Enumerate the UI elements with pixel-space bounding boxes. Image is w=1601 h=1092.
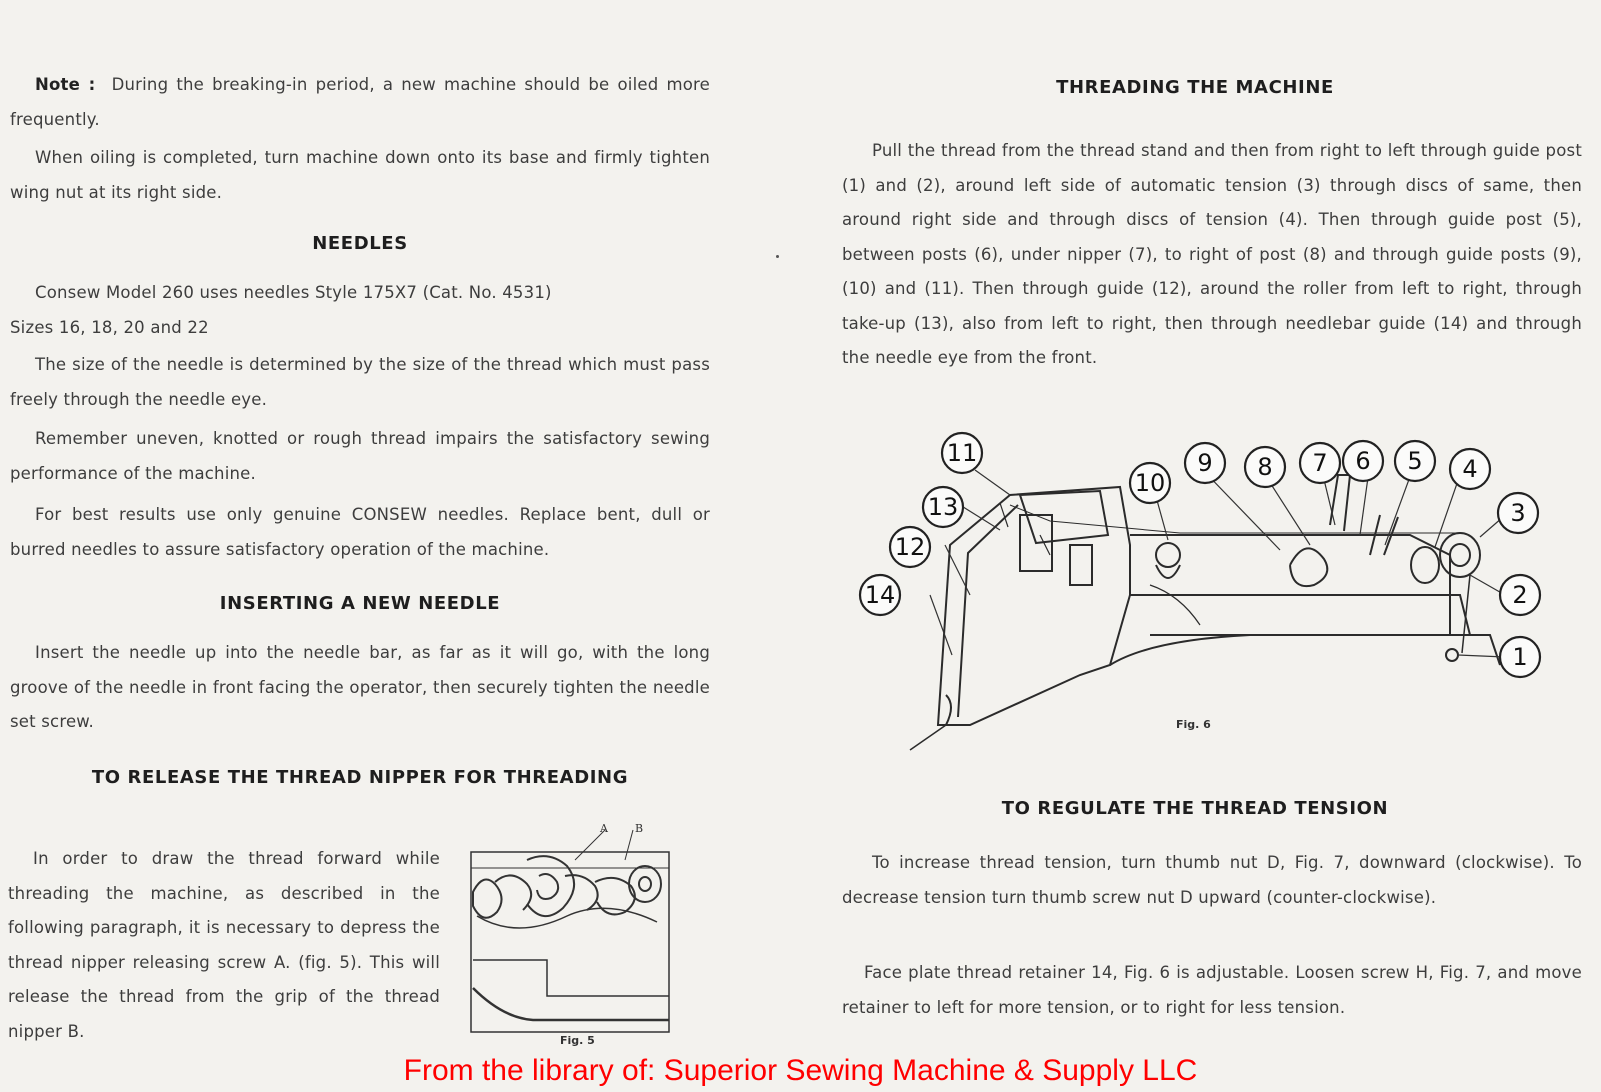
fig6-callout-8 bbox=[1245, 447, 1285, 487]
svg-text:9: 9 bbox=[1197, 449, 1213, 477]
svg-text:4: 4 bbox=[1462, 455, 1478, 483]
fig5-drawing bbox=[465, 820, 675, 1045]
fig6-callout-10 bbox=[1130, 463, 1170, 503]
tension-heading: TO REGULATE THE THREAD TENSION bbox=[1001, 798, 1389, 819]
svg-text:1: 1 bbox=[1512, 643, 1528, 671]
svg-text:12: 12 bbox=[894, 533, 926, 561]
fig6-callout-3 bbox=[1498, 493, 1538, 533]
gutter-mark bbox=[776, 255, 779, 258]
svg-text:5: 5 bbox=[1407, 447, 1423, 475]
fig5-label-a: A bbox=[600, 822, 608, 835]
svg-text:2: 2 bbox=[1512, 581, 1528, 609]
fig6-callout-5 bbox=[1395, 441, 1435, 481]
inserting-heading: INSERTING A NEW NEEDLE bbox=[219, 593, 501, 614]
fig6-caption: Fig. 6 bbox=[1176, 718, 1211, 731]
fig6-callout-4 bbox=[1450, 449, 1490, 489]
release-heading: TO RELEASE THE THREAD NIPPER FOR THREADING bbox=[91, 767, 629, 788]
fig6-callout-14 bbox=[860, 575, 900, 615]
svg-text:11: 11 bbox=[946, 439, 978, 467]
svg-text:13: 13 bbox=[927, 493, 959, 521]
needles-genuine-paragraph: For best results use only genuine CONSEW needles. Replace bent, dull or burred needles to assure satisfactory operation of the machine. bbox=[10, 505, 710, 559]
svg-text:10: 10 bbox=[1134, 469, 1166, 497]
threading-paragraph: Pull the thread from the thread stand and then from right to left through guide post (1) and (2), around left side of automatic tension (3) through discs of same, then around right side and through discs of tension (4). Then through guide post (5), between posts (6), under nipper (7), to right of post (8) and through guide posts (9), (10) and (11). Then through guide (12), around the roller from left to right, through take-up (13), also from left to right, then through needlebar guide (14) and through the needle eye from the front. bbox=[842, 141, 1582, 367]
svg-text:8: 8 bbox=[1257, 453, 1273, 481]
threading-heading: THREADING THE MACHINE bbox=[1056, 77, 1334, 98]
fig6-callout-6 bbox=[1343, 441, 1383, 481]
svg-text:3: 3 bbox=[1510, 499, 1526, 527]
tension-paragraph-1: To increase thread tension, turn thumb nut D, Fig. 7, downward (clockwise). To decrease tension turn thumb screw nut D upward (counter-clockwise). bbox=[842, 853, 1582, 907]
svg-text:6: 6 bbox=[1355, 447, 1371, 475]
fig6-callout-11 bbox=[942, 433, 982, 473]
fig5-label-b: B bbox=[635, 822, 644, 835]
fig5-caption: Fig. 5 bbox=[560, 1034, 595, 1047]
oiling-paragraph: When oiling is completed, turn machine down onto its base and firmly tighten wing nut at its right side. bbox=[10, 148, 710, 202]
svg-text:7: 7 bbox=[1312, 449, 1328, 477]
fig6-callout-7 bbox=[1300, 443, 1340, 483]
fig6-callout-2 bbox=[1500, 575, 1540, 615]
needles-size-paragraph: The size of the needle is determined by the size of the thread which must pass freely through the needle eye. bbox=[10, 355, 710, 409]
inserting-paragraph: Insert the needle up into the needle bar, as far as it will go, with the long groove of the needle in front facing the operator, then securely tighten the needle set screw. bbox=[10, 643, 710, 731]
needles-model-line: Consew Model 260 uses needles Style 175X7 (Cat. No. 4531) bbox=[35, 283, 552, 302]
fig6-callout-13 bbox=[923, 487, 963, 527]
needles-thread-paragraph: Remember uneven, knotted or rough thread impairs the satisfactory sewing performance of the machine. bbox=[10, 429, 710, 483]
fig6-callout-9 bbox=[1185, 443, 1225, 483]
tension-paragraph-2: Face plate thread retainer 14, Fig. 6 is adjustable. Loosen screw H, Fig. 7, and move retainer to left for more tension, or to right for less tension. bbox=[842, 963, 1582, 1017]
needles-heading: NEEDLES bbox=[312, 233, 408, 254]
needles-sizes-line: Sizes 16, 18, 20 and 22 bbox=[10, 318, 209, 337]
note-text: During the breaking-in period, a new machine should be oiled more frequently. bbox=[10, 75, 710, 129]
right-page bbox=[800, 0, 1601, 1092]
release-paragraph: In order to draw the thread forward while threading the machine, as described in the following paragraph, it is necessary to depress the thread nipper releasing screw A. (fig. 5). This will release the thread from the grip of the thread nipper B. bbox=[8, 849, 440, 1041]
fig6-drawing bbox=[850, 425, 1550, 755]
note-paragraph bbox=[10, 68, 710, 137]
fig6-callout-12 bbox=[890, 527, 930, 567]
note-label: Note : bbox=[35, 75, 96, 94]
library-footer: From the library of: Superior Sewing Machine & Supply LLC bbox=[403, 1054, 1198, 1087]
svg-text:14: 14 bbox=[864, 581, 896, 609]
left-page bbox=[0, 0, 760, 1092]
fig6-callout-1 bbox=[1500, 637, 1540, 677]
